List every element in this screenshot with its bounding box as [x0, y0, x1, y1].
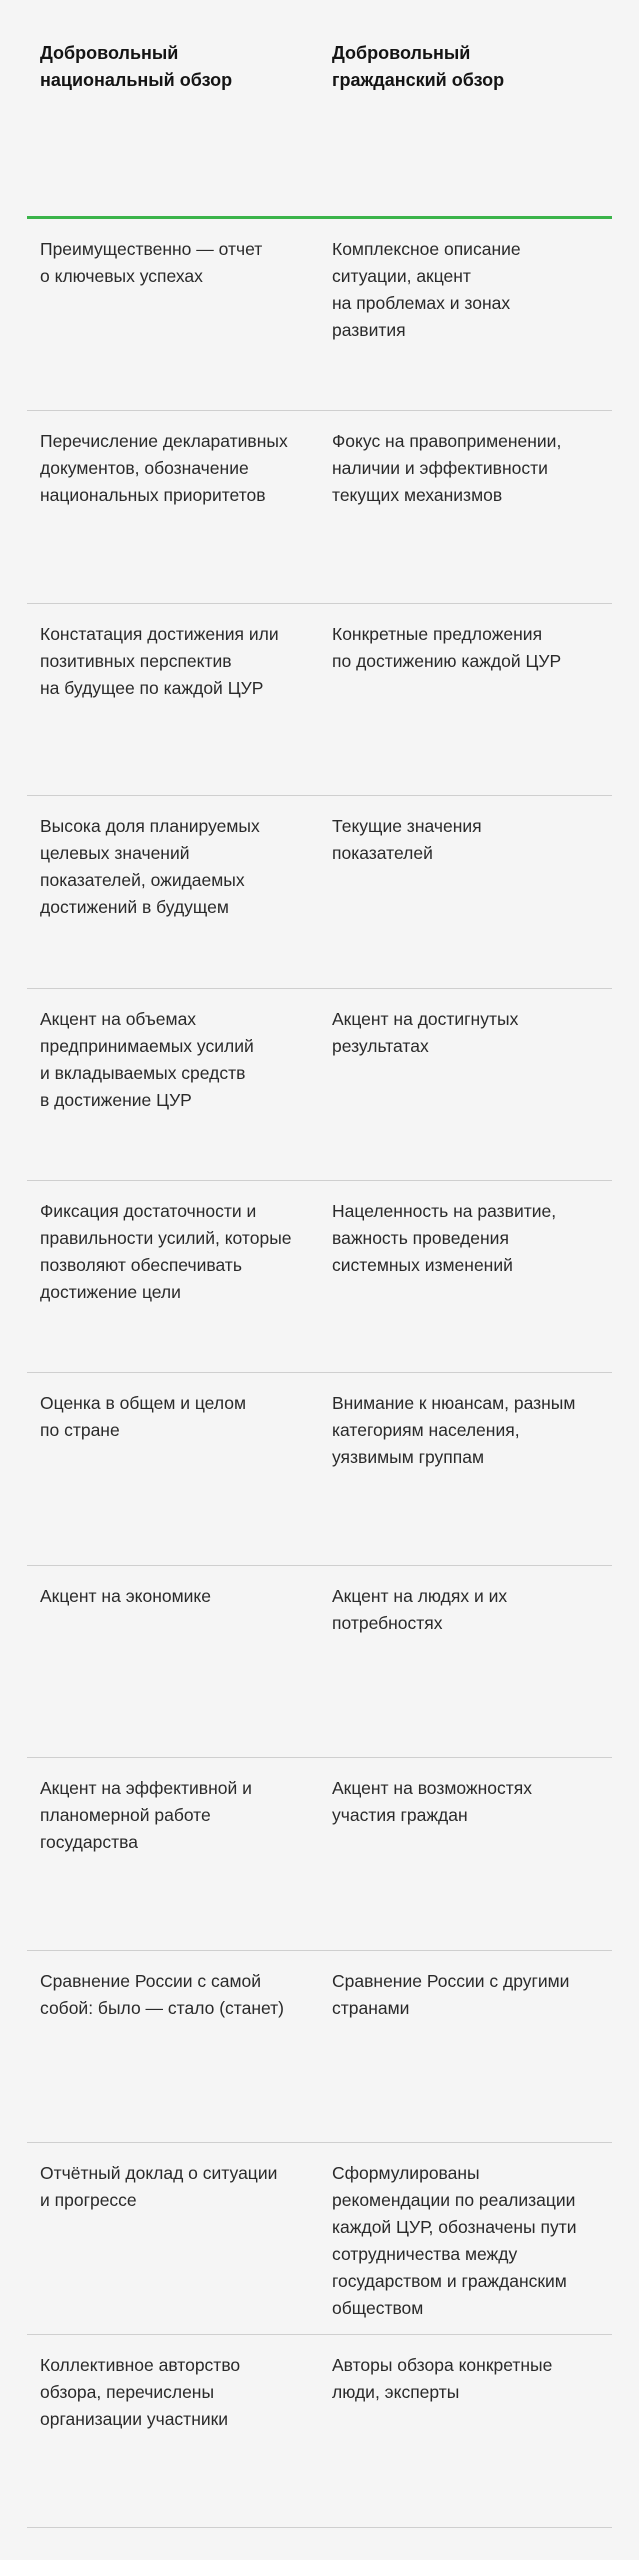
table-row	[27, 796, 612, 988]
national-cell: Акцент на эффективной и планомерной работе государства	[40, 1778, 252, 1853]
civil-cell: Внимание к нюансам, разным категориям населения, уязвимым группам	[332, 1393, 576, 1468]
national-cell: Оценка в общем и целом по стране	[40, 1393, 247, 1441]
national-cell: Перечисление декларативных документов, обозначение национальных приоритетов	[40, 431, 288, 506]
national-cell: Акцент на экономике	[40, 1585, 211, 1606]
civil-cell: Конкретные предложения по достижению каждой ЦУР	[332, 623, 562, 671]
table-row	[27, 2335, 612, 2527]
civil-cell: Текущие значения показателей	[332, 816, 482, 864]
civil-cell: Комплексное описание ситуации, акцент на проблемах и зонах развития	[332, 239, 521, 340]
civil-cell: Авторы обзора конкретные люди, эксперты	[332, 2355, 553, 2403]
national-cell: Констатация достижения или позитивных перспектив на будущее по каждой ЦУР	[40, 623, 279, 698]
comparison-table	[27, 0, 612, 2528]
civil-cell: Акцент на достигнутых результатах	[332, 1008, 519, 1056]
civil-cell: Фокус на правоприменении, наличии и эффективности текущих механизмов	[332, 431, 562, 506]
national-cell: Высока доля планируемых целевых значений показателей, ожидаемых достижений в будущем	[40, 816, 260, 918]
civil-cell: Сравнение России с другими странами	[332, 1970, 570, 2018]
table-header	[27, 0, 612, 219]
national-cell: Отчётный доклад о ситуации и прогрессе	[40, 2162, 278, 2210]
civil-cell: Сформулированы рекомендации по реализации каждой ЦУР, обозначены пути сотрудничества между государством и гражданским обществом	[332, 2162, 577, 2318]
table-row	[27, 1951, 612, 2143]
table-row	[27, 604, 612, 796]
header-national-review: Добровольный национальный обзор	[40, 43, 233, 90]
table-row	[27, 1566, 612, 1758]
civil-cell: Нацеленность на развитие, важность проведения системных изменений	[332, 1200, 557, 1275]
table-row	[27, 989, 612, 1181]
table-row	[27, 1181, 612, 1373]
national-cell: Сравнение России с самой собой: было — стало (станет)	[40, 1970, 284, 2018]
table-row	[27, 2143, 612, 2335]
header-civil-review: Добровольный гражданский обзор	[332, 43, 505, 90]
national-cell: Фиксация достаточности и правильности усилий, которые позволяют обеспечивать достижение цели	[40, 1200, 292, 1302]
civil-cell: Акцент на людях и их потребностях	[332, 1585, 508, 1633]
table-row	[27, 219, 612, 411]
table-row	[27, 1758, 612, 1950]
national-cell: Преимущественно — отчет о ключевых успехах	[40, 239, 263, 286]
national-cell: Акцент на объемах предпринимаемых усилий и вкладываемых средств в достижение ЦУР	[40, 1008, 254, 1110]
table-row	[27, 1373, 612, 1565]
national-cell: Коллективное авторство обзора, перечислены организации участники	[40, 2355, 241, 2430]
table-row	[27, 411, 612, 603]
civil-cell: Акцент на возможностях участия граждан	[332, 1778, 533, 1826]
